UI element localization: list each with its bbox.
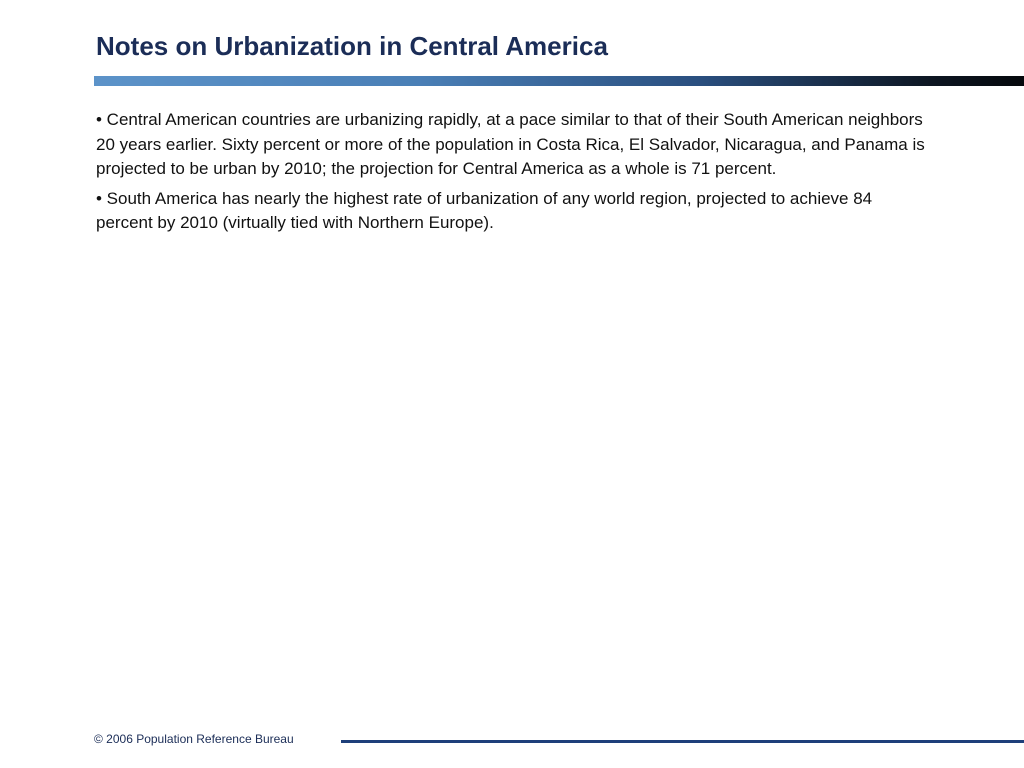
slide-title: Notes on Urbanization in Central America	[96, 31, 608, 61]
slide-body	[96, 108, 926, 241]
bullet-text: • Central American countries are urbanizing rapidly, at a pace similar to that of their South American neighbors 20 years earlier. Sixty percent or more of the population in Costa Rica, El Salvador, Nicaragua, and Panama is projected to be urban by 2010; the projection for Central America as a whole is 71 percent.	[96, 110, 925, 178]
bullet-text: • South America has nearly the highest rate of urbanization of any world region, projected to achieve 84 percent by 2010 (virtually tied with Northern Europe).	[96, 188, 873, 232]
footer-divider	[341, 740, 1024, 743]
title-divider	[94, 76, 1024, 86]
footer-copyright: © 2006 Population Reference Bureau	[94, 732, 294, 746]
